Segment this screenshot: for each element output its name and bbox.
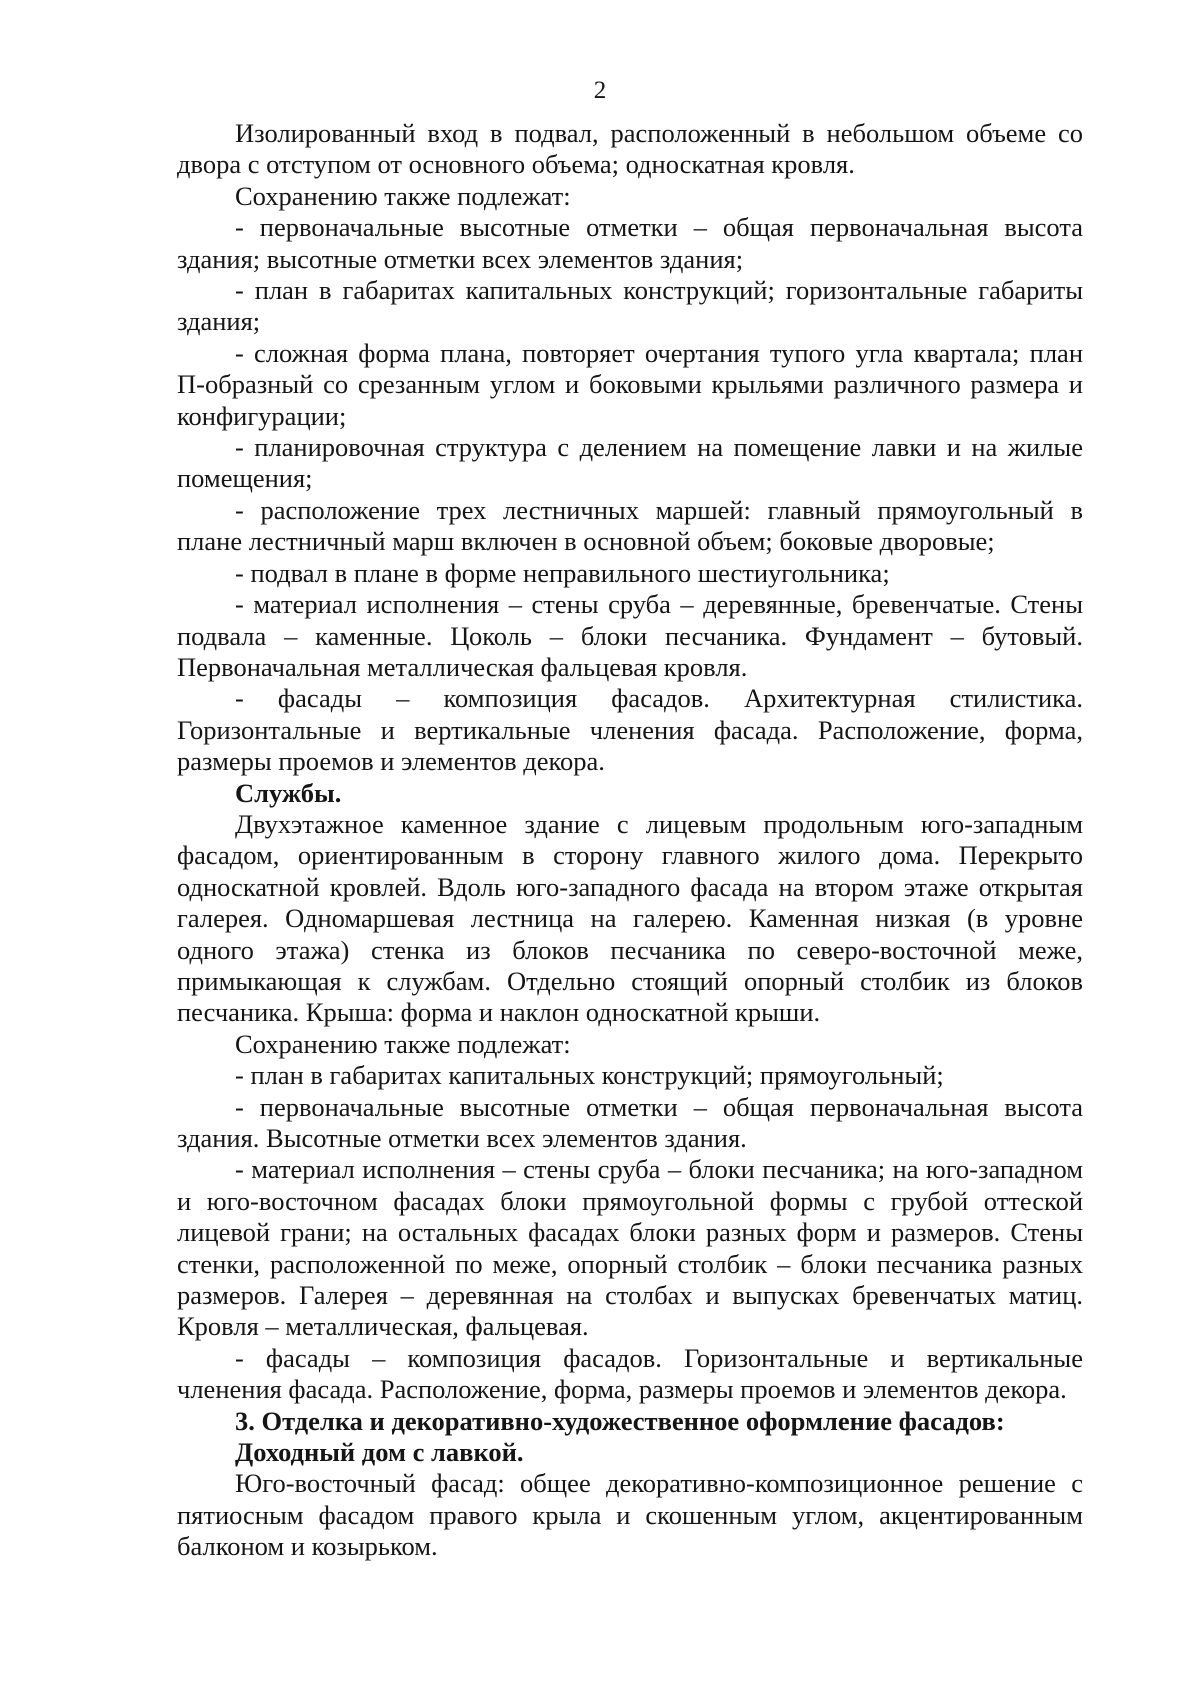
paragraph-services-preservation-intro: Сохранению также подлежат: — [235, 1028, 571, 1059]
list-item-materials: - материал исполнения – стены сруба – деревянные, бревенчатые. Стены подвала – каменные. Цоколь – блоки песчаника. Фундамент – бутовый. Первоначальная металлическая фальцевая кровля. — [177, 589, 1083, 682]
section-heading-services: Службы. — [235, 777, 342, 808]
list-item-basement-plan: - подвал в плане в форме неправильного шестиугольника; — [235, 557, 890, 588]
paragraph-southeast-facade: Юго-восточный фасад: общее декоративно-композиционное решение с пятиосным фасадом правого крыла и скошенным углом, акцентированным балконом и козырьком. — [177, 1468, 1083, 1562]
paragraph-services-description: Двухэтажное каменное здание с лицевым продольным юго-западным фасадом, ориентированным в сторону главного жилого дома. Перекрыто односкатной кровлей. Вдоль юго-западного фасада на втором этаже открытая галерея. Одномаршевая лестница на галерею. Каменная низкая (в уровне одного этажа) стенка из блоков песчаника по северо-восточной меже, примыкающая к службам. Отдельно стоящий опорный столбик из блоков песчаника. Крыша: форма и наклон односкатной крыши. — [177, 808, 1083, 1028]
section-heading-facade-decoration: 3. Отделка и декоративно-художественное оформление фасадов: — [235, 1405, 1005, 1436]
list-item-planning-structure: - планировочная структура с делением на помещение лавки и на жилые помещения; — [177, 432, 1083, 494]
paragraph-preservation-intro: Сохранению также подлежат: — [235, 180, 571, 211]
list-item-services-facades: - фасады – композиция фасадов. Горизонтальные и вертикальные членения фасада. Расположение, форма, размеры проемов и элементов декора. — [177, 1342, 1083, 1405]
paragraph-basement-entrance: Изолированный вход в подвал, расположенный в небольшом объеме со двора с отступом от основного объема; односкатная кровля. — [177, 118, 1083, 180]
list-item-services-materials: - материал исполнения – стены сруба – блоки песчаника; на юго-западном и юго-восточном фасадах блоки прямоугольной формы с грубой оттеской лицевой грани; на остальных фасадах блоки разных форм и размеров. Стены стенки, расположенной по меже, опорный столбик – блоки песчаника разных размеров. Галерея – деревянная на столбах и выпусках бревенчатых матиц. Кровля – металлическая, фальцевая. — [177, 1154, 1083, 1342]
list-item-services-height-marks: - первоначальные высотные отметки – общая первоначальная высота здания. Высотные отметки всех элементов здания. — [177, 1091, 1083, 1153]
page-number: 2 — [593, 77, 607, 104]
list-item-plan-dimensions: - план в габаритах капитальных конструкций; горизонтальные габариты здания; — [177, 275, 1083, 337]
document-body — [177, 118, 1083, 1563]
list-item-height-marks: - первоначальные высотные отметки – общая первоначальная высота здания; высотные отметки всех элементов здания; — [177, 212, 1083, 274]
list-item-staircases: - расположение трех лестничных маршей: главный прямоугольный в плане лестничный марш включен в основной объем; боковые дворовые; — [177, 494, 1083, 557]
list-item-plan-shape: - сложная форма плана, повторяет очертания тупого угла квартала; план П-образный со срезанным углом и боковыми крыльями различного размера и конфигурации; — [177, 337, 1083, 431]
list-item-services-plan: - план в габаритах капитальных конструкций; прямоугольный; — [235, 1060, 944, 1091]
list-item-facades: - фасады – композиция фасадов. Архитектурная стилистика. Горизонтальные и вертикальные членения фасада. Расположение, форма, размеры проемов и элементов декора. — [177, 683, 1083, 777]
subsection-heading-tenement-house: Доходный дом с лавкой. — [235, 1437, 524, 1468]
